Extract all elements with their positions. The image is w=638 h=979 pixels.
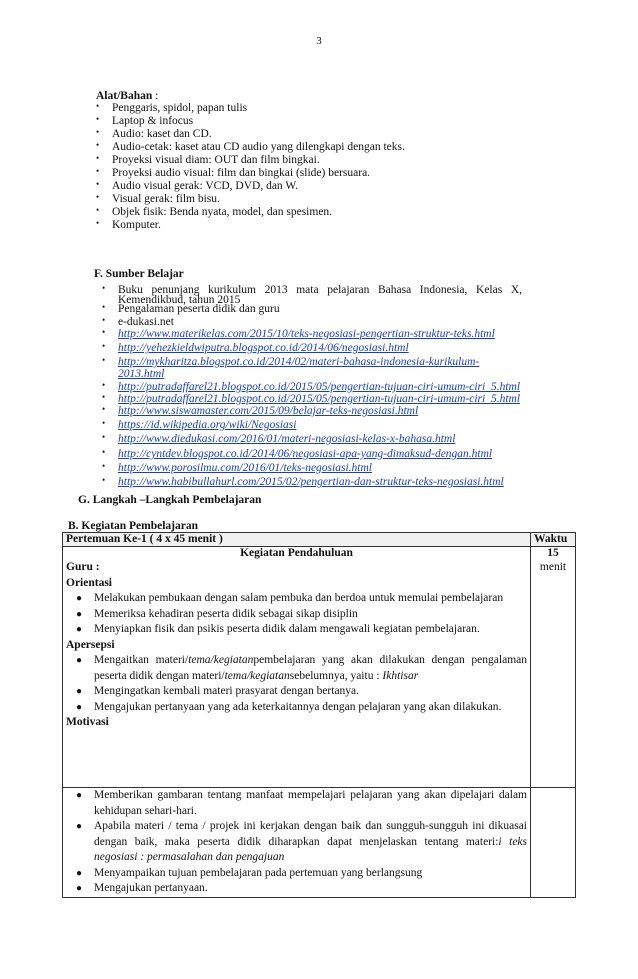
list-item: • http://putradaffarel21.blogspot.co.id/2015/05/pengertian-tujuan-ciri-umum-ciri_5.html [102,391,521,405]
list-item: • Audio: kaset dan CD. [96,127,212,140]
guru-label: Guru : [66,561,100,573]
alat-bahan-colon: : [155,90,159,102]
list-item: • Proyeksi visual diam: OUT dan film bingkai. [96,153,320,166]
list-item: • Objek fisik: Benda nyata, model, dan spesimen. [96,205,333,218]
empty-waktu-cell [531,788,576,898]
list-item: • Audio visual gerak: VCD, DVD, dan W. [96,179,299,192]
source-link[interactable]: 2013.html [118,368,165,381]
list-item: • e-dukasi.net [102,314,174,328]
list-item: • Visual gerak: film bisu. [96,192,220,205]
orientasi-label: Orientasi [66,576,112,589]
list-item: ● Mengajukan pertanyaan yang ada keterkaitannya dengan pelajaran yang akan dilakukan. [76,700,502,713]
table-row [63,788,576,898]
list-item: • http://www.materikelas.com/2015/10/teks-negosiasi-pengertian-struktur-teks.html [102,326,495,340]
list-item: • Penggaris, spidol, papan tulis [96,101,248,114]
orientasi-list [66,591,527,638]
pendahuluan-heading: Kegiatan Pendahuluan [240,547,353,559]
list-item: ● Melakukan pembukaan dengan salam pembuka dan berdoa untuk memulai pembelajaran [76,592,504,604]
list-item: • http://www.porosilmu.com/2016/01/teks-negosiasi.html [102,460,372,474]
source-link[interactable]: http://www.habibullahurl.com/2015/02/pengertian-dan-struktur-teks-negosiasi.html [118,476,504,489]
list-item: • http://www.diedukasi.com/2016/01/materi-negosiasi-kelas-x-bahasa.html [102,432,456,446]
pendahuluan-cell [63,547,531,788]
list-item: ● Mengaitkan materi/tema/kegiatanpembelajaran yang akan dilakukan dengan pengalaman peserta didik dengan materi/tema/kegiatansebelumnya, yaitu : Ikhtisar [76,654,527,682]
list-item: • Buku penunjang kurikulum 2013 mata pelajaran Bahasa Indonesia, Kelas X, [102,283,523,296]
list-item: • Pengalaman peserta didik dan guru [102,302,280,316]
source-link[interactable]: http://www.diedukasi.com/2016/01/materi-negosiasi-kelas-x-bahasa.html [118,433,456,446]
lesson-plan-table [62,532,576,898]
source-link[interactable]: http://putradaffarel21.blogspot.co.id/2015/05/pengertian-tujuan-ciri-umum-ciri_5.html [118,392,521,405]
apersepsi-list [66,653,527,715]
motivasi-label: Motivasi [66,716,109,728]
list-item: • Proyeksi audio visual: film dan bingkai (slide) bersuara. [96,166,371,179]
table-header-row [63,533,576,547]
source-link[interactable]: http://www.porosilmu.com/2016/01/teks-negosiasi.html [118,461,372,474]
list-item: ● Memeriksa kehadiran peserta didik sebagai sikap disiplin [76,607,358,620]
source-link[interactable]: http://mykharitza.blogspot.co.id/2014/02/materi-bahasa-indonesia-kurikulum- [118,356,480,369]
list-item: • http://cyntdev.blogspot.co.id/2014/06/negosiasi-apa-yang-dimaksud-dengan.html [102,446,493,460]
source-link[interactable]: http://yehezkieldwiputra.blogspot.co.id/2014/06/negosiasi.html [118,342,409,355]
list-item: ● Menyampaikan tujuan pembelajaran pada pertemuan yang berlangsung [76,866,423,879]
list-item: • http://www.siswamaster.com/2015/09/belajar-teks-negosiasi.html [102,404,419,418]
list-item: ● Mengajukan pertanyaan. [76,882,208,894]
waktu-value-cell [531,547,576,788]
list-item: ● Menyiapkan fisik dan psikis peserta didik dalam mengawali kegiatan pembelajaran. [76,623,480,635]
source-link[interactable]: http://www.materikelas.com/2015/10/teks-negosiasi-pengertian-struktur-teks.html [118,327,495,340]
langkah-title: G. Langkah –Langkah Pembelajaran [78,494,262,506]
alat-bahan-title [96,90,158,102]
pertemuan-cell: Pertemuan Ke-1 ( 4 x 45 menit ) [63,533,531,547]
list-item: ● Apabila materi / tema / projek ini kerjakan dengan baik dan sungguh-sungguh ini dikuasai dengan baik, maka peserta didik diharapkan dapat menjelaskan tentang materi:i teks negosiasi : permasalahan dan pengajuan [76,820,528,863]
list-item: • Laptop & infocus [96,114,194,127]
list-item: • http://yehezkieldwiputra.blogspot.co.id/2014/06/negosiasi.html [102,341,409,355]
page-number: 3 [316,35,322,47]
list-item: • http://putradaffarel21.blogspot.co.id/2015/05/pengertian-tujuan-ciri-umum-ciri_5.html [102,379,521,393]
sumber-belajar-title: F. Sumber Belajar [94,268,184,280]
motivasi-list [66,788,527,897]
source-link[interactable]: http://www.siswamaster.com/2015/09/belajar-teks-negosiasi.html [118,405,419,418]
list-item: ● Mengingatkan kembali materi prasyarat dengan bertanya. [76,685,360,697]
list-item-cont: Kemendikbud, tahun 2015 [118,294,241,307]
list-item: • Audio-cetak: kaset atau CD audio yang dilengkapi dengan teks. [96,140,405,153]
source-link[interactable]: http://cyntdev.blogspot.co.id/2014/06/negosiasi-apa-yang-dimaksud-dengan.html [118,447,493,460]
source-link[interactable]: https://id.wikipedia.org/wiki/Negosiasi [118,419,297,432]
source-link[interactable]: http://putradaffarel21.blogspot.co.id/2015/05/pengertian-tujuan-ciri-umum-ciri_5.html [118,380,521,393]
table-row [63,547,576,788]
sumber-belajar-list [102,283,564,489]
alat-bahan-list [96,101,405,232]
list-item: ● Memberikan gambaran tentang manfaat mempelajari pelajaran yang akan dipelajari dalam kehidupan sehari-hari. [76,789,527,817]
list-item: • http://mykharitza.blogspot.co.id/2014/02/materi-bahasa-indonesia-kurikulum- [102,355,480,369]
waktu-header-cell: Waktu [531,533,576,547]
list-item: • http://www.habibullahurl.com/2015/02/pengertian-dan-struktur-teks-negosiasi.html [102,475,504,489]
apersepsi-label: Apersepsi [66,638,115,651]
kegiatan-title: B. Kegiatan Pembelajaran [68,520,198,532]
waktu-value: 15 [547,547,559,559]
list-item-cont [118,368,564,380]
alat-bahan-label: Alat/Bahan [96,90,153,102]
list-item: • Komputer. [96,218,161,231]
list-item: • https://id.wikipedia.org/wiki/Negosiasi [102,418,297,432]
motivasi-cell [63,788,531,898]
waktu-unit: menit [539,561,567,573]
